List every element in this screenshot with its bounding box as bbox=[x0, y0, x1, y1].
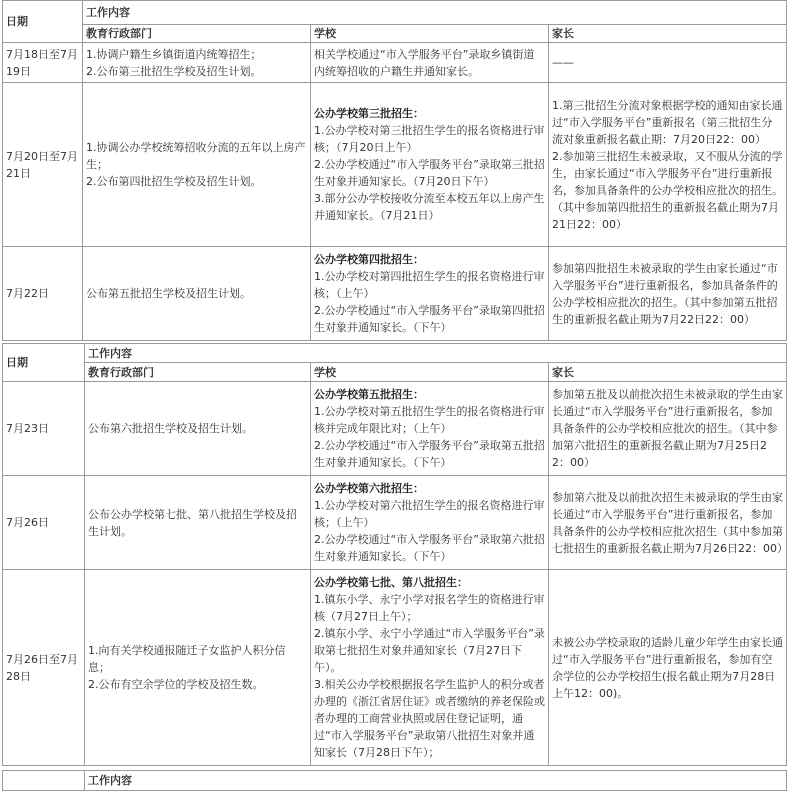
parent-line: 参加第五批及以前批次招生未被录取的学生由家长通过“市入学服务平台”进行重新报名，参加具备条件的公办学校相应批次的招生。（其中参加第六批招生的重新报名截止期为7月25日22：00） bbox=[552, 388, 783, 469]
edu-cell bbox=[83, 43, 311, 83]
school-cell bbox=[311, 247, 549, 341]
school-line: 1.公办学校对第三批招生学生的报名资格进行审核；（7月20日上午） bbox=[314, 124, 545, 154]
school-batch-title: 公办学校第四批招生： bbox=[314, 253, 424, 266]
schedule-table-3 bbox=[2, 770, 787, 791]
school-line: 1.公办学校对第四批招生学生的报名资格进行审核；（上午） bbox=[314, 270, 545, 300]
school-cell bbox=[311, 43, 549, 83]
date-header: 日期 bbox=[3, 1, 83, 43]
row-date: 7月22日 bbox=[3, 247, 83, 341]
school-line: 2.公办学校通过“市入学服务平台”录取第四批招生对象并通知家长。（下午） bbox=[314, 304, 545, 334]
edu-line: 公布第六批招生学校及招生计划。 bbox=[88, 422, 253, 435]
school-line: 1.公办学校对第五批招生学生的报名资格进行审核并完成年限比对；（上午） bbox=[314, 405, 545, 435]
table-row bbox=[3, 247, 787, 341]
parent-line: 2.参加第三批招生未被录取，又不服从分流的学生，由家长通过“市入学服务平台”进行重新报名，参加具备条件的公办学校相应批次的招生。（其中参加第四批招生的重新报名截止期为7月21日22：00） bbox=[552, 149, 783, 231]
work-content-header: 工作内容 bbox=[83, 1, 787, 25]
edu-line: 2.公布第四批招生学校及招生计划。 bbox=[86, 175, 262, 188]
school-cell bbox=[311, 83, 549, 247]
table-row bbox=[3, 83, 787, 247]
school-batch-title: 公办学校第三批招生： bbox=[314, 107, 424, 120]
parent-line: —— bbox=[552, 56, 574, 69]
parent-cell bbox=[549, 476, 787, 570]
date-header: 日期 bbox=[3, 344, 85, 382]
school-header: 学校 bbox=[311, 25, 549, 43]
table-row bbox=[3, 570, 787, 766]
school-line: 3.相关公办学校根据报名学生监护人的积分或者办理的《浙江省居住证》或者缴纳的养老保险或者办理的工商营业执照或居住登记证明，通过“市入学服务平台”录取第八批招生对象并通知家长（7月28日下午）； bbox=[314, 678, 545, 759]
table-row bbox=[3, 382, 787, 476]
edu-cell bbox=[85, 382, 311, 476]
row-date: 7月26日至7月28日 bbox=[3, 570, 85, 766]
school-line: 2.公办学校通过“市入学服务平台”录取第五批招生对象并通知家长。（下午） bbox=[314, 439, 545, 469]
school-line: 1.镇东小学、永宁小学对报名学生的资格进行审核（7月27日上午）； bbox=[314, 593, 545, 623]
date-header bbox=[3, 771, 85, 791]
parent-line: 参加第四批招生未被录取的学生由家长通过“市入学服务平台”进行重新报名，参加具备条件的公办学校相应批次的招生。（其中参加第五批招生的重新报名截止期为7月22日22：00） bbox=[552, 261, 778, 326]
parent-line: 1.第三批招生分流对象根据学校的通知由家长通过“市入学服务平台”重新报名（第三批招生分流对象重新报名截止期：7月20日22：00） bbox=[552, 98, 783, 146]
parent-cell bbox=[549, 570, 787, 766]
edu-cell bbox=[85, 570, 311, 766]
school-cell bbox=[311, 382, 549, 476]
edu-dept-header: 教育行政部门 bbox=[85, 363, 311, 382]
row-date: 7月20日至7月21日 bbox=[3, 83, 83, 247]
edu-cell bbox=[85, 476, 311, 570]
parent-line: 参加第六批及以前批次招生未被录取的学生由家长通过“市入学服务平台”进行重新报名，参加具备条件的公办学校相应批次招生（其中参加第七批招生的重新报名截止期为7月26日22：00） bbox=[552, 490, 788, 555]
school-line: 2.公办学校通过“市入学服务平台”录取第三批招生对象并通知家长。（7月20日下午） bbox=[314, 158, 545, 188]
row-date: 7月23日 bbox=[3, 382, 85, 476]
edu-cell bbox=[83, 247, 311, 341]
edu-line: 1.向有关学校通报随迁子女监护人积分信息； bbox=[88, 644, 286, 674]
parent-header: 家长 bbox=[549, 25, 787, 43]
edu-line: 1.协调公办学校统筹招收分流的五年以上房产生； bbox=[86, 141, 306, 171]
edu-line: 2.公布有空余学位的学校及招生数。 bbox=[88, 678, 264, 691]
school-batch-title: 公办学校第五批招生： bbox=[314, 388, 424, 401]
school-batch-title: 公办学校第七批、第八批招生： bbox=[314, 576, 468, 589]
edu-cell bbox=[83, 83, 311, 247]
table-row bbox=[3, 43, 787, 83]
edu-line: 公布第五批招生学校及招生计划。 bbox=[86, 287, 251, 300]
edu-line: 2.公布第三批招生学校及招生计划。 bbox=[86, 64, 262, 78]
school-line: 2.镇东小学、永宁小学通过“市入学服务平台”录取第七批招生对象并通知家长（7月27日下午）。 bbox=[314, 627, 545, 674]
schedule-table-1 bbox=[2, 0, 787, 341]
row-date: 7月18日至7月19日 bbox=[3, 43, 83, 83]
parent-cell bbox=[549, 247, 787, 341]
work-content-header: 工作内容 bbox=[85, 771, 787, 791]
school-line: 相关学校通过“市入学服务平台”录取乡镇街道内统筹招收的户籍生并通知家长。 bbox=[314, 47, 535, 78]
parent-cell bbox=[549, 43, 787, 83]
school-cell bbox=[311, 476, 549, 570]
work-content-header: 工作内容 bbox=[85, 344, 787, 363]
parent-cell bbox=[549, 382, 787, 476]
edu-line: 1.协调户籍生乡镇街道内统筹招生； bbox=[86, 47, 262, 61]
table-row bbox=[3, 476, 787, 570]
school-line: 2.公办学校通过“市入学服务平台”录取第六批招生对象并通知家长。（下午） bbox=[314, 533, 545, 563]
edu-dept-header: 教育行政部门 bbox=[83, 25, 311, 43]
parent-cell bbox=[549, 83, 787, 247]
schedule-table-2 bbox=[2, 343, 787, 766]
parent-header: 家长 bbox=[549, 363, 787, 382]
school-header: 学校 bbox=[311, 363, 549, 382]
row-date: 7月26日 bbox=[3, 476, 85, 570]
parent-line: 未被公办学校录取的适龄儿童少年学生由家长通过“市入学服务平台”进行重新报名，参加有空余学位的公办学校招生(报名截止期为7月28日上午12：00)。 bbox=[552, 635, 783, 700]
school-batch-title: 公办学校第六批招生： bbox=[314, 482, 424, 495]
edu-line: 公布公办学校第七批、第八批招生学校及招生计划。 bbox=[88, 507, 297, 538]
school-line: 1.公办学校对第六批招生学生的报名资格进行审核；（上午） bbox=[314, 499, 545, 529]
school-cell bbox=[311, 570, 549, 766]
school-line: 3.部分公办学校接收分流至本校五年以上房产生并通知家长。（7月21日） bbox=[314, 192, 545, 222]
